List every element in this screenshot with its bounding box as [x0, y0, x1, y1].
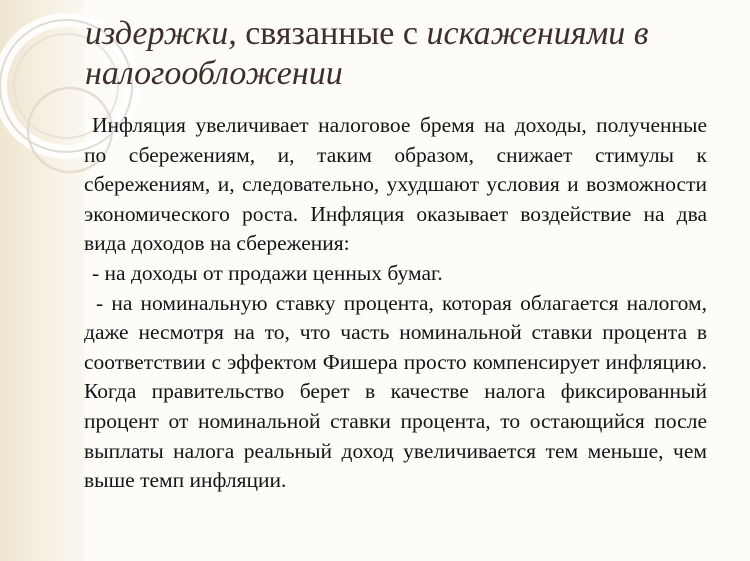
title-italic-part-2: искажениями в налогообложении [85, 15, 649, 92]
title-italic-part-1: издержки, [85, 15, 237, 52]
paragraph-inflation-tax-burden: Инфляция увеличивает налоговое бремя на доходы, полученные по сбережениям, и, таким образом, снижает стимулы к сбережениям, и, следовательно, ухудшают условия и возможности экономического роста. Инфляция оказывает воздействие на два вида доходов на сбережения: [84, 113, 707, 256]
paragraph-securities-income: - на доходы от продажи ценных бумаг. [92, 260, 443, 285]
paragraph-nominal-interest-rate: - на номинальную ставку процента, которая облагается налогом, даже несмотря на то, что часть номинальной ставки процента в соответствии с эффектом Фишера просто компенсирует инфляцию. Когда правительство берет в качестве налога фиксированный процент от номинальной ставки процента, то остающийся после выплаты налога реальный доход увеличивается тем меньше, чем выше темп инфляции. [84, 290, 707, 493]
title-normal-part: связанные с [236, 15, 427, 52]
slide-body [84, 111, 707, 496]
slide-title [85, 14, 725, 94]
